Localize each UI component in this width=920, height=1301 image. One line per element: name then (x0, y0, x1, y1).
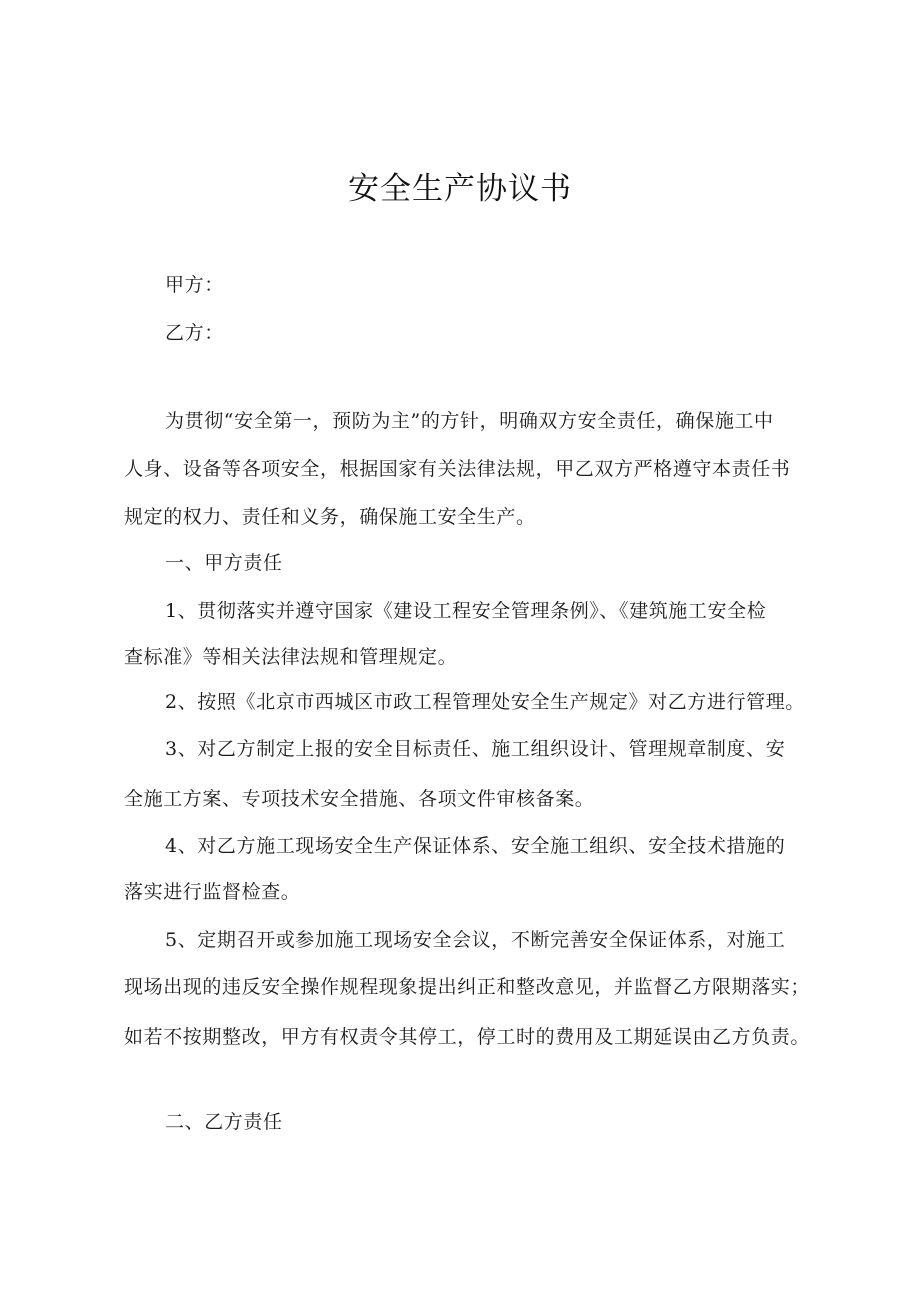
item-4-line-1: 4、对乙方施工现场安全生产保证体系、安全施工组织、安全技术措施的 (165, 835, 786, 857)
item-4-line-2: 落实进行监督检查。 (124, 881, 301, 903)
document-title: 安全生产协议书 (348, 171, 572, 207)
item-1-line-2: 查标准》等相关法律法规和管理规定。 (124, 646, 458, 668)
item-5-line-3: 如若不按期整改，甲方有权责令其停工，停工时的费用及工期延误由乙方负责。 (124, 1026, 811, 1048)
intro-line-3: 规定的权力、责任和义务，确保施工安全生产。 (124, 506, 536, 528)
item-1-line-1: 1、贯彻落实并遵守国家《建设工程安全管理条例》、《建筑施工安全检 (165, 600, 767, 622)
party-a-label: 甲方： (165, 274, 224, 296)
section-b-heading: 二、乙方责任 (165, 1111, 283, 1133)
item-2-line-1: 2、按照《北京市西城区市政工程管理处安全生产规定》对乙方进行管理。 (165, 691, 805, 713)
item-3-line-1: 3、对乙方制定上报的安全目标责任、施工组织设计、管理规章制度、安 (165, 738, 786, 760)
intro-line-1: 为贯彻“安全第一，预防为主”的方针，明确双方安全责任，确保施工中 (165, 410, 774, 432)
item-3-line-2: 全施工方案、专项技术安全措施、各项文件审核备案。 (124, 788, 595, 810)
item-5-line-1: 5、定期召开或参加施工现场安全会议，不断完善安全保证体系，对施工 (165, 929, 786, 951)
section-a-heading: 一、甲方责任 (165, 552, 283, 574)
item-5-line-2: 现场出现的违反安全操作规程现象提出纠正和整改意见，并监督乙方限期落实； (124, 976, 811, 998)
party-b-label: 乙方： (165, 322, 224, 344)
intro-line-2: 人身、设备等各项安全，根据国家有关法律法规，甲乙双方严格遵守本责任书 (124, 458, 791, 480)
